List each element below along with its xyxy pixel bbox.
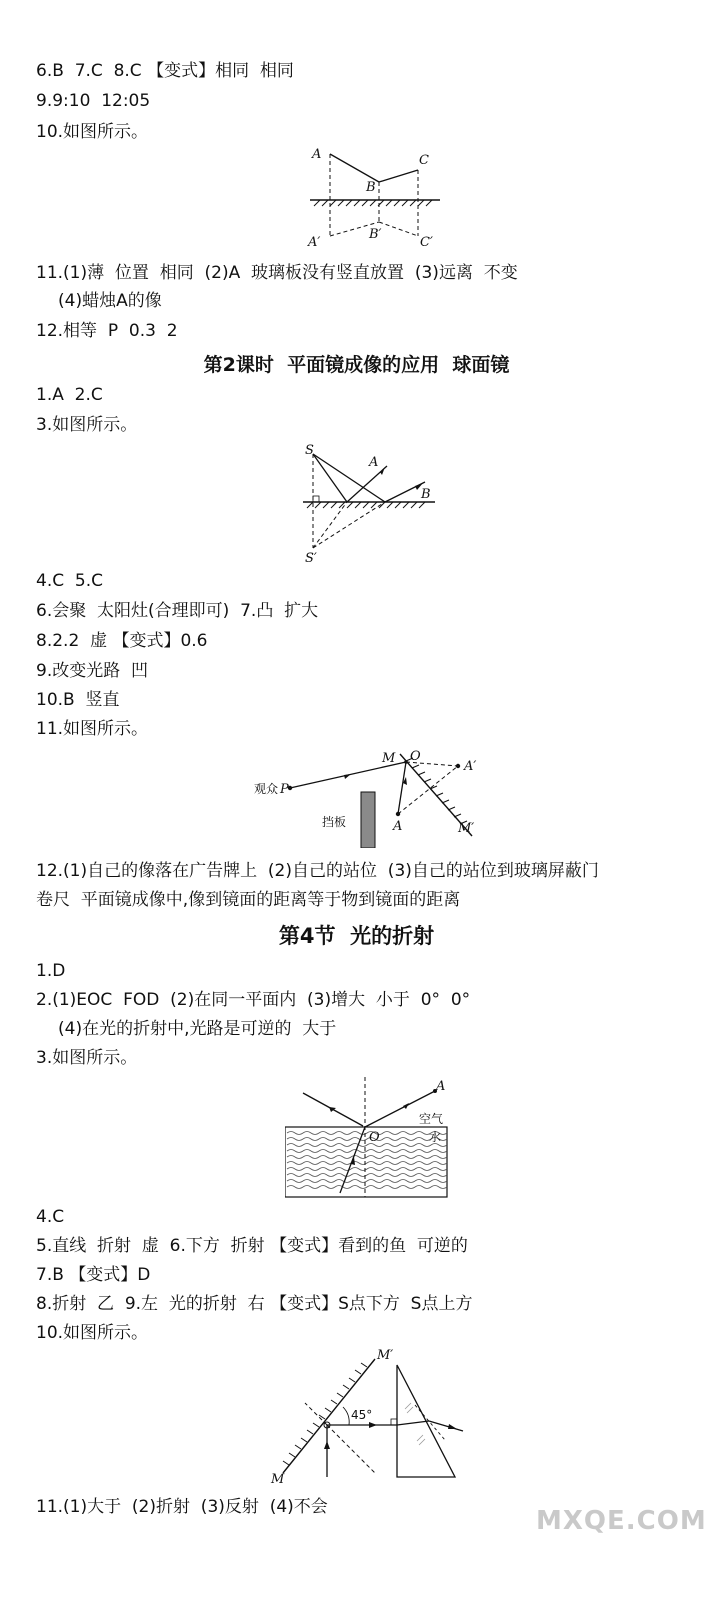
- answer-line-6: 12.相等 P 0.3 2: [36, 321, 178, 341]
- answer-line-8: 3.如图所示。: [36, 415, 138, 435]
- fig3-label-a: A: [393, 819, 403, 834]
- answer-line-5: (4)蜡烛A的像: [58, 291, 162, 311]
- answer-line-16: 卷尺 平面镜成像中,像到镜面的距离等于物到镜面的距离: [36, 890, 461, 910]
- fig3-label-a-image: A′: [464, 759, 477, 774]
- fig1-label-c: C: [419, 153, 429, 168]
- answer-line-4: 11.(1)薄 位置 相同 (2)A 玻璃板没有竖直放置 (3)远离 不变: [36, 263, 518, 283]
- answer-line-12: 9.改变光路 凹: [36, 661, 149, 681]
- fig2-label-s-image: S′: [305, 551, 317, 565]
- answer-line-1: 6.B 7.C 8.C 【变式】相同 相同: [36, 61, 294, 81]
- fig5-label-m-prime: M′: [377, 1348, 394, 1363]
- section-heading-lesson-2: 第2课时 平面镜成像的应用 球面镜: [203, 354, 510, 376]
- fig3-label-viewer: 观众: [254, 782, 279, 796]
- fig3-label-board: 挡板: [322, 815, 347, 829]
- answer-line-2: 9.9:10 12:05: [36, 91, 151, 111]
- fig3-label-m-prime: M′: [458, 821, 475, 836]
- answer-line-7: 1.A 2.C: [36, 385, 103, 405]
- answer-line-9: 4.C 5.C: [36, 571, 103, 591]
- answer-line-11: 8.2.2 虚 【变式】0.6: [36, 631, 208, 651]
- answer-line-25: 10.如图所示。: [36, 1323, 149, 1343]
- figure-mirror-image-abc: [300, 140, 450, 255]
- fig2-label-b: B: [421, 487, 431, 502]
- fig4-label-a: A: [436, 1079, 446, 1094]
- answer-line-19: (4)在光的折射中,光路是可逆的 大于: [58, 1019, 337, 1039]
- fig1-label-b: B: [366, 180, 376, 195]
- answer-line-24: 8.折射 乙 9.左 光的折射 右 【变式】S点下方 S点上方: [36, 1294, 473, 1314]
- answer-line-15: 12.(1)自己的像落在广告牌上 (2)自己的站位 (3)自己的站位到玻璃屏蔽门: [36, 861, 599, 881]
- answer-line-21: 4.C: [36, 1207, 65, 1227]
- section-heading-refraction: 第4节 光的折射: [278, 924, 435, 948]
- fig4-label-water: 水: [429, 1130, 442, 1144]
- answer-line-14: 11.如图所示。: [36, 719, 149, 739]
- answer-line-17: 1.D: [36, 961, 66, 981]
- answer-line-18: 2.(1)EOC FOD (2)在同一平面内 (3)增大 小于 0° 0°: [36, 990, 471, 1010]
- fig2-label-s: S: [305, 443, 314, 458]
- fig5-label-angle: 45°: [351, 1408, 373, 1422]
- answer-line-10: 6.会聚 太阳灶(合理即可) 7.凸 扩大: [36, 601, 319, 621]
- answer-line-3: 10.如图所示。: [36, 122, 149, 142]
- fig5-label-m: M: [271, 1472, 285, 1487]
- figure-reflection-s-a-b: [295, 440, 445, 565]
- watermark: MXQE.COM: [536, 1506, 707, 1536]
- fig1-label-a-image: A′: [308, 235, 321, 250]
- answer-line-20: 3.如图所示。: [36, 1048, 138, 1068]
- fig3-label-p: P: [280, 782, 289, 797]
- fig3-label-m: M: [382, 751, 396, 766]
- fig4-label-o: O: [369, 1130, 380, 1145]
- answer-line-22: 5.直线 折射 虚 6.下方 折射 【变式】看到的鱼 可逆的: [36, 1236, 468, 1256]
- fig4-label-air: 空气: [419, 1112, 444, 1126]
- answer-line-23: 7.B 【变式】D: [36, 1265, 151, 1285]
- answer-line-26: 11.(1)大于 (2)折射 (3)反射 (4)不会: [36, 1497, 328, 1517]
- fig1-label-a: A: [312, 147, 322, 162]
- fig1-label-b-image: B′: [369, 227, 382, 242]
- fig1-label-c-image: C′: [420, 235, 433, 250]
- fig3-label-o: O: [410, 749, 421, 764]
- figure-refraction-air-water: [285, 1075, 455, 1200]
- answer-line-13: 10.B 竖直: [36, 690, 120, 710]
- figure-mirror-prism: [265, 1345, 485, 1490]
- fig2-label-a: A: [369, 455, 379, 470]
- figure-viewer-mirror: [250, 748, 490, 848]
